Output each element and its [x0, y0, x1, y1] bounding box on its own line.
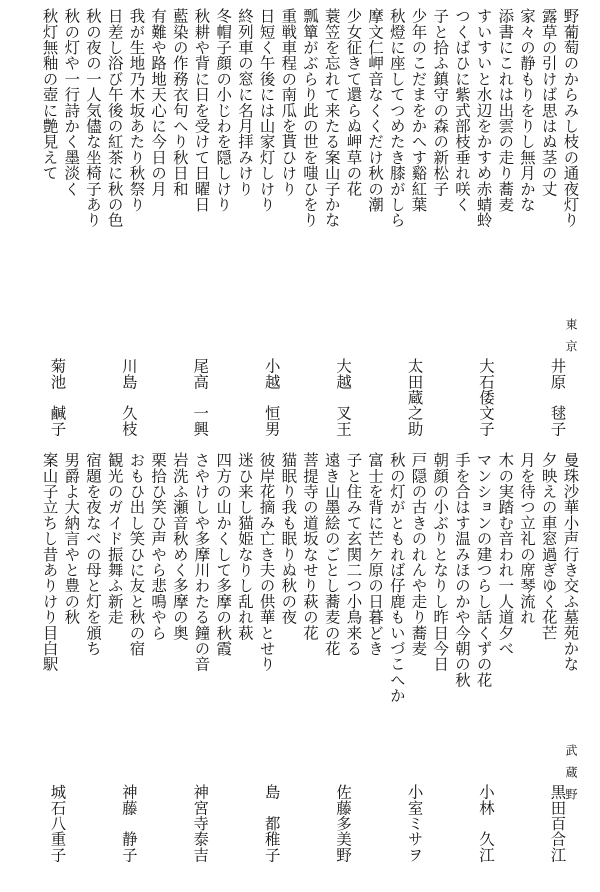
haiku-line: 秋の灯や一行詩かく墨淡く	[62, 8, 81, 197]
haiku-line: 日差し浴び午後の紅茶に秋の色	[105, 8, 124, 228]
author-prefecture: 武蔵野	[564, 744, 578, 810]
haiku-line: 摩文仁岬音なくくだけ秋の潮	[366, 8, 385, 213]
haiku-line: 案山子立ちし昔ありけり目白駅	[40, 452, 59, 672]
haiku-line: 冬帽子顔の小じわを隠しけり	[214, 8, 233, 213]
haiku-line: 藍染の作務衣句へり秋日和	[170, 8, 189, 197]
haiku-line: マンションの建つらし話くずの花	[474, 452, 493, 688]
author-name: 小室ミサヲ	[405, 784, 424, 863]
haiku-line: 日短く午後には山家灯しけり	[257, 8, 276, 213]
haiku-line: 夕映えの車窓過ぎゆく花芒	[539, 452, 558, 641]
haiku-line: すいすいと水辺をかすめ赤蜻蛉	[474, 8, 493, 228]
haiku-line: 菩提寺の道坂なせり萩の花	[301, 452, 319, 641]
author-name: 小越 恒男	[262, 358, 281, 437]
haiku-line: 猫眠り我も眠りぬ秋の夜	[279, 452, 298, 625]
haiku-line: 秋の灯がともれば仔鹿もいづこへか	[387, 452, 406, 704]
haiku-line: 岩洗ふ瀬音秋めく多摩の奥	[170, 452, 189, 641]
author-name: 大石倭文子	[476, 358, 495, 437]
haiku-line: 戸隠の古きのれんや走り蕎麦	[409, 452, 428, 657]
haiku-line: 少女征きて還らぬ岬草の花	[344, 8, 363, 197]
author-name: 神宮寺泰吉	[191, 784, 210, 863]
haiku-line: 迷ひ来し猫姫なりし乱れ萩	[235, 452, 254, 641]
author-name: 菊池 鹹子	[48, 358, 67, 437]
haiku-line: 重戦車程の南瓜を貰ひけり	[279, 8, 298, 197]
haiku-line: 少年のこだまをかへす谿紅葉	[409, 8, 428, 213]
author-name: 川島 久枝	[119, 358, 138, 437]
haiku-line: 有難や路地天心に今日の月	[149, 8, 168, 197]
haiku-line: 遠き山墨絵のごとし蕎麦の花	[322, 452, 341, 657]
haiku-line: 曼珠沙華小声行き交ふ墓苑かな	[561, 452, 580, 672]
author-prefecture: 東京	[564, 318, 578, 362]
haiku-line: つくばひに紫式部枝垂れ咲く	[452, 8, 471, 213]
haiku-line: 添書にこれは出雲の走り蕎麦	[496, 8, 515, 213]
author-name: 小林 久江	[476, 784, 495, 863]
haiku-line: 子と住みて玄関二つ小鳥来る	[344, 452, 363, 657]
haiku-line: 四方の山かくして多摩の秋霞	[214, 452, 233, 657]
haiku-line: 秋耕や背に日を受けて日曜日	[192, 8, 211, 213]
author-name: 黒田百合江	[548, 784, 567, 863]
author-name: 佐藤多美野	[334, 784, 353, 863]
haiku-line: 子と拾ふ鎮守の森の新松子	[431, 8, 450, 197]
author-name: 島 都稚子	[262, 784, 281, 863]
author-name: 尾高 一興	[191, 358, 210, 437]
haiku-line: 観光のガイド振舞ふ新走	[105, 452, 124, 625]
haiku-line: 野葡萄のからみし枝の通夜灯り	[561, 8, 580, 228]
haiku-line: 男爵よ大納言やと豊の秋	[62, 452, 81, 625]
haiku-line: 富士を背に芒ケ原の日暮どき	[366, 452, 385, 657]
haiku-line: 木の実踏む音われ一人道夕べ	[496, 452, 515, 657]
haiku-line: 我が生地乃木坂あたり秋祭り	[127, 8, 146, 213]
haiku-line: 瓢簞がぶらり此の世を嗤ひをり	[301, 8, 319, 228]
haiku-line: 栗拾ひ笑ひ声やら悲鳴やら	[149, 452, 168, 641]
haiku-line: 月を待つ立礼の席琴流れ	[518, 452, 536, 625]
haiku-line: 宿題を夜なべの母と灯を頒ち	[84, 452, 102, 657]
author-name: 太田蔵之助	[405, 358, 424, 437]
haiku-line: おもひ出し笑ひに友と秋の宿	[127, 452, 146, 657]
haiku-line: 朝顔の小ぶりとなりし昨日今日	[431, 452, 450, 672]
author-name: 城石八重子	[48, 784, 67, 863]
haiku-line: 手を合はす温みほのかや今朝の秋	[452, 452, 471, 688]
haiku-line: 家々の静もりをりし無月かな	[518, 8, 536, 213]
author-name: 井原 毬子	[548, 358, 567, 437]
author-name: 神藤 静子	[119, 784, 138, 863]
haiku-line: 秋の夜の一人気儘な坐椅子あり	[84, 8, 102, 228]
haiku-line: 蓑笠を忘れて来たる案山子かな	[322, 8, 341, 228]
author-name: 大越 叉王	[334, 358, 353, 437]
haiku-line: 秋灯無釉の壺に艶見えて	[40, 8, 59, 181]
haiku-line: 終列車の窓に名月拝みけり	[235, 8, 254, 197]
haiku-line: 露草の引けば思はぬ茎の丈	[539, 8, 558, 197]
haiku-line: さやけしや多摩川わたる鐘の音	[192, 452, 211, 672]
haiku-line: 秋燈に座してつめたき膝がしら	[387, 8, 406, 228]
haiku-line: 彼岸花摘み亡き夫の供華とせり	[257, 452, 276, 672]
